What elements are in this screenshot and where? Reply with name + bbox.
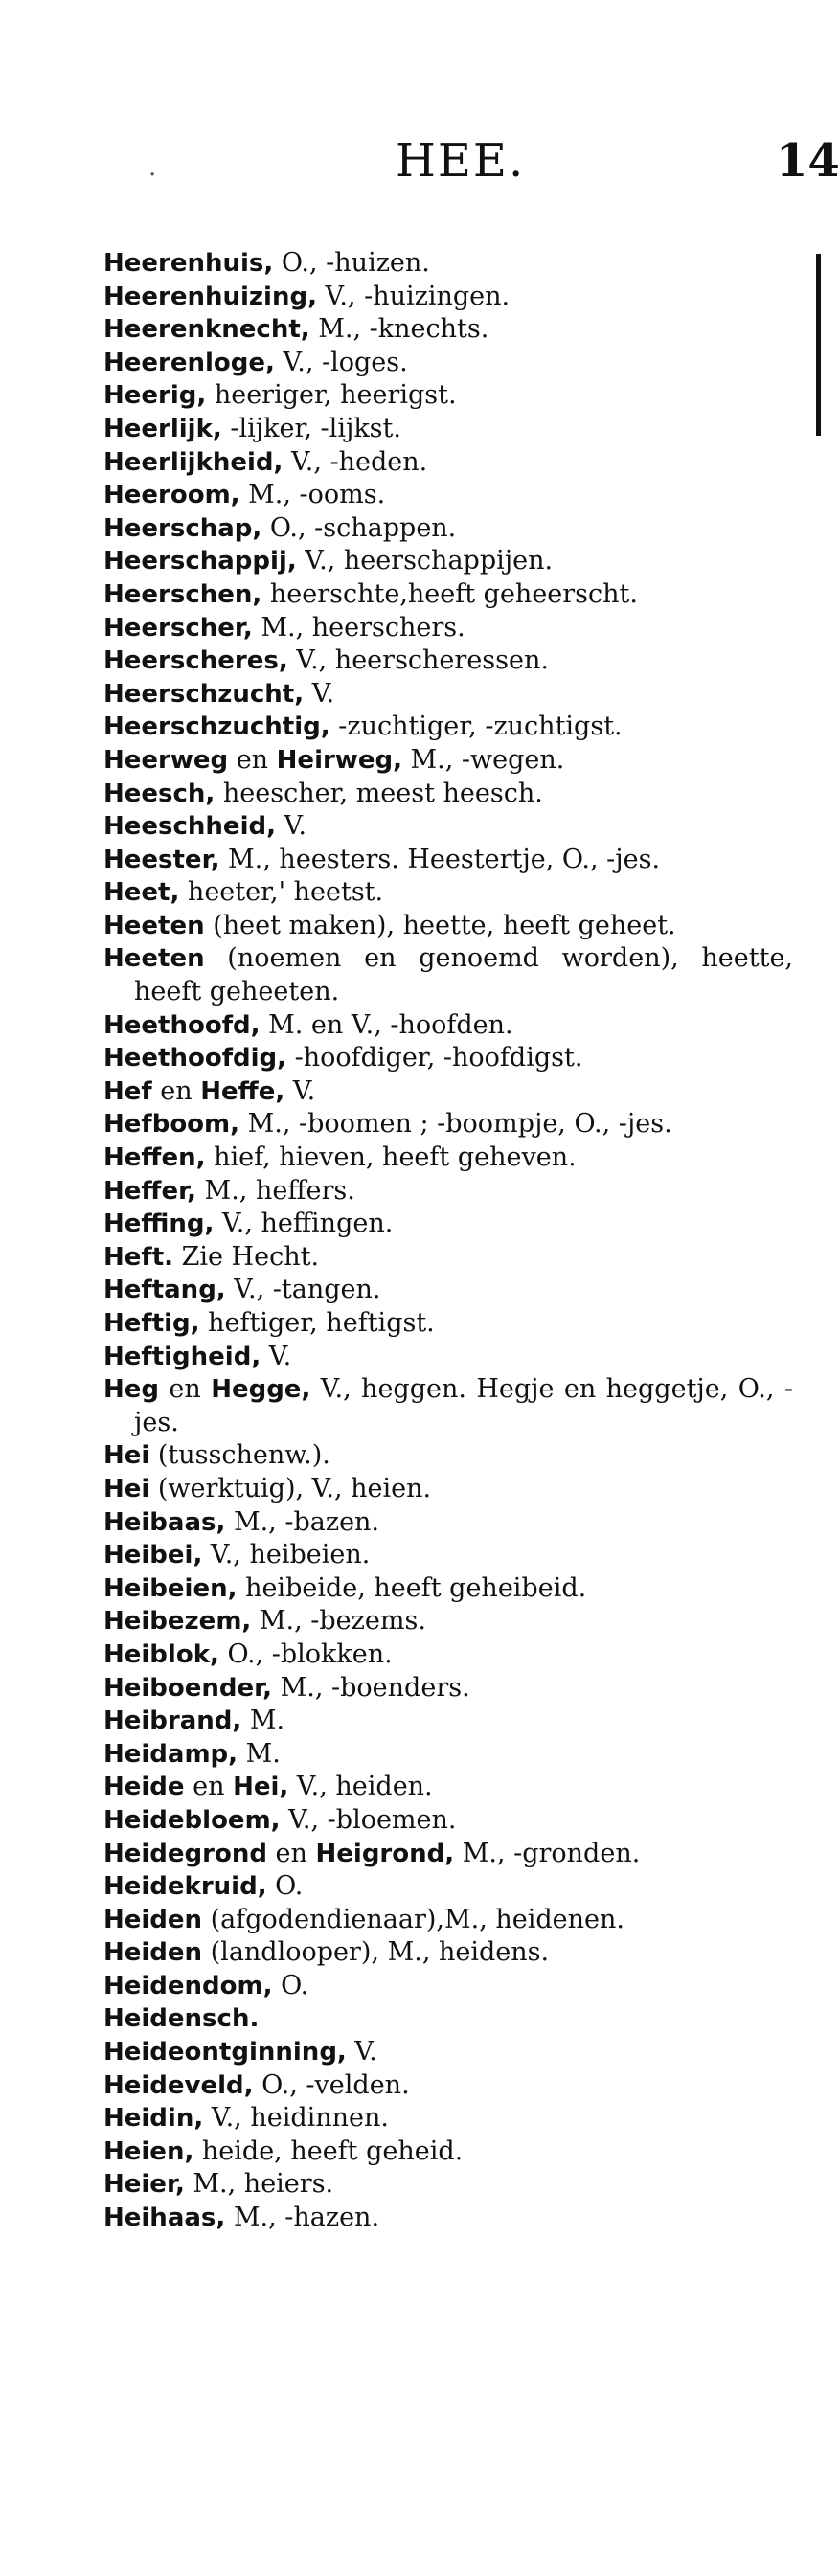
entry-definition: V., -bloemen.: [280, 1804, 457, 1835]
entry-headword: Heidendom,: [103, 1971, 273, 2000]
dictionary-entry: [103, 1175, 793, 1209]
entry-headword: Heien,: [103, 2136, 194, 2166]
dictionary-entry: [103, 1572, 793, 1606]
dictionary-entry: [103, 1738, 793, 1772]
dictionary-entry: [103, 1307, 793, 1341]
dictionary-entry: [103, 744, 793, 778]
dictionary-entry: [103, 1904, 793, 1937]
dictionary-entry: [103, 1373, 793, 1439]
entry-headword: Heftang,: [103, 1276, 226, 1305]
entry-headword: Heideontginning,: [103, 2038, 347, 2068]
entry-headword: Heeroom,: [103, 481, 240, 510]
page-number: 14: [776, 134, 840, 188]
dictionary-entry: [103, 1705, 793, 1738]
entry-headword: Heerschap,: [103, 513, 262, 543]
entry-definition: heeriger, heerigst.: [206, 380, 457, 411]
entry-headword: Heesch,: [103, 779, 216, 808]
dictionary-entry: [103, 1672, 793, 1706]
entry-definition: M., -boomen ; -boompje, O., -jes.: [239, 1109, 672, 1140]
dictionary-entry: [103, 678, 793, 712]
entry-definition: heeter,' heetst.: [179, 877, 384, 908]
dictionary-entry: [103, 1638, 793, 1672]
entry-definition: en: [228, 744, 277, 775]
entry-headword: Heester,: [103, 845, 220, 874]
dictionary-entry: [103, 1936, 793, 1970]
entry-headword: Heiden: [103, 1905, 203, 1934]
entry-headword: Heerscher,: [103, 613, 253, 643]
entry-definition: M., -knechts.: [309, 314, 489, 345]
entry-headword: Heet,: [103, 878, 180, 908]
entry-definition: O.: [266, 1871, 304, 1902]
dictionary-entry: [103, 942, 793, 1008]
dictionary-entry: [103, 247, 793, 281]
entry-definition: (afgodendienaar),M., heidenen.: [202, 1904, 624, 1934]
dictionary-entry: [103, 1970, 793, 2003]
dictionary-entry: [103, 1439, 793, 1473]
entry-definition: en: [151, 1075, 201, 1106]
entry-definition: M., -hazen.: [225, 2203, 380, 2233]
entry-headword: Heethoofdig,: [103, 1044, 287, 1073]
entry-definition: heftiger, heftigst.: [199, 1308, 435, 1338]
entry-definition: heibeide, heeft geheibeid.: [237, 1572, 587, 1603]
dictionary-entry: [103, 413, 793, 446]
entry-headword: Heidin,: [103, 2104, 204, 2134]
dictionary-entry: [103, 1539, 793, 1572]
page-title: HEE.: [396, 134, 526, 188]
dictionary-entry: [103, 1042, 793, 1075]
entry-definition: O.: [272, 1970, 309, 2000]
entry-headword: Heibeien,: [103, 1573, 238, 1603]
dictionary-entry: [103, 1108, 793, 1141]
dictionary-entry: [103, 1473, 793, 1506]
entry-definition: V., heidinnen.: [203, 2103, 389, 2134]
entry-definition: O., -velden.: [253, 2069, 410, 2100]
entry-definition: V.: [275, 811, 306, 842]
dictionary-entry: [103, 446, 793, 480]
entry-definition: M., -gronden.: [454, 1838, 641, 1868]
entry-definition: O., -schappen.: [261, 512, 457, 543]
entry-headword-variant: Heirweg,: [276, 745, 402, 775]
entry-headword: Heerscheres,: [103, 646, 288, 676]
entry-headword: Heeschheid,: [103, 812, 276, 842]
entry-definition: heescher, meest heesch.: [215, 778, 543, 808]
dictionary-entry: [103, 1838, 793, 1871]
entry-headword: Heerlijkheid,: [103, 447, 284, 477]
entry-definition: hief, hieven, heeft geheven.: [205, 1142, 577, 1173]
entry-definition: V., -loges.: [274, 347, 408, 377]
dictionary-entry: [103, 2202, 793, 2235]
entry-headword: Heihaas,: [103, 2203, 226, 2233]
entry-headword: Heeten: [103, 944, 205, 974]
dictionary-entry: [103, 1341, 793, 1374]
entry-definition: M., -bezems.: [251, 1606, 426, 1637]
entry-definition: O., -huizen.: [273, 248, 430, 278]
entry-definition: M. en V., -hoofden.: [260, 1009, 513, 1040]
dictionary-entry: [103, 2135, 793, 2169]
entry-headword: Heftigheid,: [103, 1342, 261, 1371]
entry-definition: M., -ooms.: [239, 480, 386, 510]
dictionary-entry: [103, 876, 793, 910]
entry-definition: (heet maken), heette, heeft geheet.: [204, 910, 676, 940]
entry-headword: Heibaas,: [103, 1507, 226, 1537]
entry-headword-variant: Heffe,: [200, 1076, 285, 1106]
entry-definition: M., heerschers.: [252, 612, 465, 643]
entry-headword: Heidebloem,: [103, 1805, 281, 1835]
entry-definition: M., heffers.: [195, 1175, 355, 1206]
entry-headword: Heiboender,: [103, 1673, 273, 1703]
header-dot: .: [148, 153, 157, 182]
entry-headword: Heier,: [103, 2170, 185, 2200]
entry-definition: -zuchtiger, -zuchtigst.: [329, 712, 623, 742]
entry-headword: Heffer,: [103, 1176, 196, 1206]
entry-headword: Heidensch.: [103, 2004, 260, 2034]
entry-headword: Hefboom,: [103, 1110, 240, 1140]
entry-definition: V., heerscheressen.: [287, 645, 549, 676]
entry-definition: V.: [284, 1075, 316, 1106]
entry-headword: Heethoofd,: [103, 1010, 261, 1040]
entry-definition: O., -blokken.: [218, 1638, 393, 1669]
entry-definition: V., heerschappijen.: [296, 546, 554, 576]
entry-definition: V.: [304, 678, 335, 709]
entry-headword: Heidekruid,: [103, 1872, 267, 1902]
entry-definition: -lijker, -lijkst.: [221, 413, 401, 443]
entry-definition: M., -bazen.: [225, 1506, 380, 1537]
page-header: [0, 134, 840, 192]
dictionary-entry: [103, 612, 793, 645]
entry-headword: Heg: [103, 1375, 160, 1405]
entry-headword: Heerenknecht,: [103, 315, 310, 345]
entry-definition: M., -boenders.: [272, 1672, 470, 1703]
dictionary-entry: [103, 2069, 793, 2103]
entry-headword: Heerweg: [103, 745, 229, 775]
dictionary-entry: [103, 1771, 793, 1804]
dictionary-entry: [103, 2168, 793, 2202]
dictionary-entry: [103, 844, 793, 877]
entry-definition: V., heffingen.: [214, 1209, 394, 1239]
entry-headword: Heftig,: [103, 1309, 200, 1338]
entry-definition: M., heiers.: [184, 2169, 334, 2200]
entry-headword: Heffen,: [103, 1143, 206, 1173]
entry-definition: en: [159, 1374, 212, 1405]
entry-list: [103, 247, 793, 2235]
entry-definition: M.: [241, 1706, 285, 1736]
dictionary-entry: [103, 479, 793, 512]
dictionary-entry: [103, 1274, 793, 1307]
dictionary-entry: [103, 545, 793, 578]
entry-headword: Heffing,: [103, 1209, 215, 1239]
entry-definition: Zie Hecht.: [173, 1241, 320, 1272]
dictionary-entry: [103, 1506, 793, 1540]
dictionary-entry: [103, 711, 793, 744]
entry-headword: Heerschzucht,: [103, 679, 305, 709]
entry-definition: V., -heden.: [283, 446, 428, 477]
entry-headword-variant: Hei,: [233, 1773, 289, 1802]
entry-headword: Heibezem,: [103, 1607, 252, 1637]
dictionary-entry: [103, 644, 793, 678]
dictionary-entry: [103, 1208, 793, 1241]
dictionary-entry: [103, 1009, 793, 1043]
entry-headword: Heerlijk,: [103, 414, 222, 443]
entry-definition: V.: [261, 1341, 292, 1371]
entry-headword: Heerenhuis,: [103, 249, 274, 278]
entry-definition: V., heibeien.: [202, 1540, 371, 1570]
dictionary-entry: [103, 347, 793, 380]
dictionary-entry: [103, 578, 793, 612]
entry-definition: en: [266, 1838, 316, 1868]
dictionary-entry: [103, 313, 793, 347]
entry-headword-variant: Hegge,: [211, 1375, 311, 1405]
entry-definition: V.: [346, 2037, 377, 2068]
dictionary-entry: [103, 1075, 793, 1109]
entry-headword: Hei: [103, 1441, 150, 1471]
entry-headword: Heerenhuizing,: [103, 282, 317, 311]
entry-headword: Heerenloge,: [103, 348, 275, 377]
entry-headword: Heidegrond: [103, 1839, 267, 1868]
entry-headword: Heeten: [103, 911, 205, 940]
dictionary-entry: [103, 281, 793, 314]
entry-definition: M.: [238, 1738, 281, 1769]
entry-definition: (landlooper), M., heidens.: [202, 1937, 550, 1968]
dictionary-entry: [103, 2002, 793, 2036]
entry-headword: Heiblok,: [103, 1639, 219, 1669]
entry-definition: M., -wegen.: [401, 744, 565, 775]
entry-headword: Hef: [103, 1076, 152, 1106]
entry-definition: (tusschenw.).: [149, 1440, 330, 1471]
entry-headword: Heft.: [103, 1242, 174, 1272]
dictionary-entry: [103, 379, 793, 413]
dictionary-entry: [103, 910, 793, 943]
entry-headword: Heerschappij,: [103, 547, 297, 576]
entry-headword: Heibei,: [103, 1541, 203, 1570]
entry-headword: Heerschen,: [103, 579, 262, 609]
entry-definition: en: [184, 1772, 234, 1802]
entry-definition: V., -tangen.: [225, 1275, 381, 1305]
dictionary-entry: [103, 1870, 793, 1904]
entry-definition: heerschte,heeft geheerscht.: [261, 578, 638, 609]
entry-definition: V., -huizingen.: [316, 281, 511, 311]
entry-headword-variant: Heigrond,: [315, 1839, 455, 1868]
entry-headword: Heide: [103, 1773, 185, 1802]
dictionary-entry: [103, 2102, 793, 2135]
entry-headword: Heidamp,: [103, 1739, 238, 1769]
dictionary-entry: [103, 810, 793, 844]
entry-definition: V., heiden.: [288, 1772, 433, 1802]
entry-headword: Heibrand,: [103, 1706, 242, 1736]
dictionary-entry: [103, 512, 793, 546]
dictionary-entry: [103, 1605, 793, 1638]
dictionary-entry: [103, 778, 793, 811]
entry-headword: Heiden: [103, 1938, 203, 1968]
entry-definition: M., heesters. Heestertje, O., -jes.: [219, 844, 661, 874]
entry-definition: V., heggen. Hegje en heggetje, O., -jes.: [134, 1374, 793, 1437]
entry-definition: (werktuig), V., heien.: [149, 1473, 432, 1503]
entry-definition: -hoofdiger, -hoofdigst.: [286, 1043, 583, 1073]
dictionary-entry: [103, 1141, 793, 1175]
dictionary-entry: [103, 1804, 793, 1838]
entry-headword: Hei: [103, 1474, 150, 1503]
dictionary-entry: [103, 2036, 793, 2069]
entry-headword: Heerig,: [103, 381, 207, 411]
entry-definition: (noemen en genoemd worden), heette, heeft geheeten.: [134, 943, 793, 1007]
entry-headword: Heerschzuchtig,: [103, 712, 330, 742]
entry-definition: heide, heeft geheid.: [193, 2135, 464, 2166]
dictionary-entry: [103, 1241, 793, 1275]
entry-headword: Heideveld,: [103, 2070, 254, 2100]
margin-rule: [816, 254, 821, 436]
